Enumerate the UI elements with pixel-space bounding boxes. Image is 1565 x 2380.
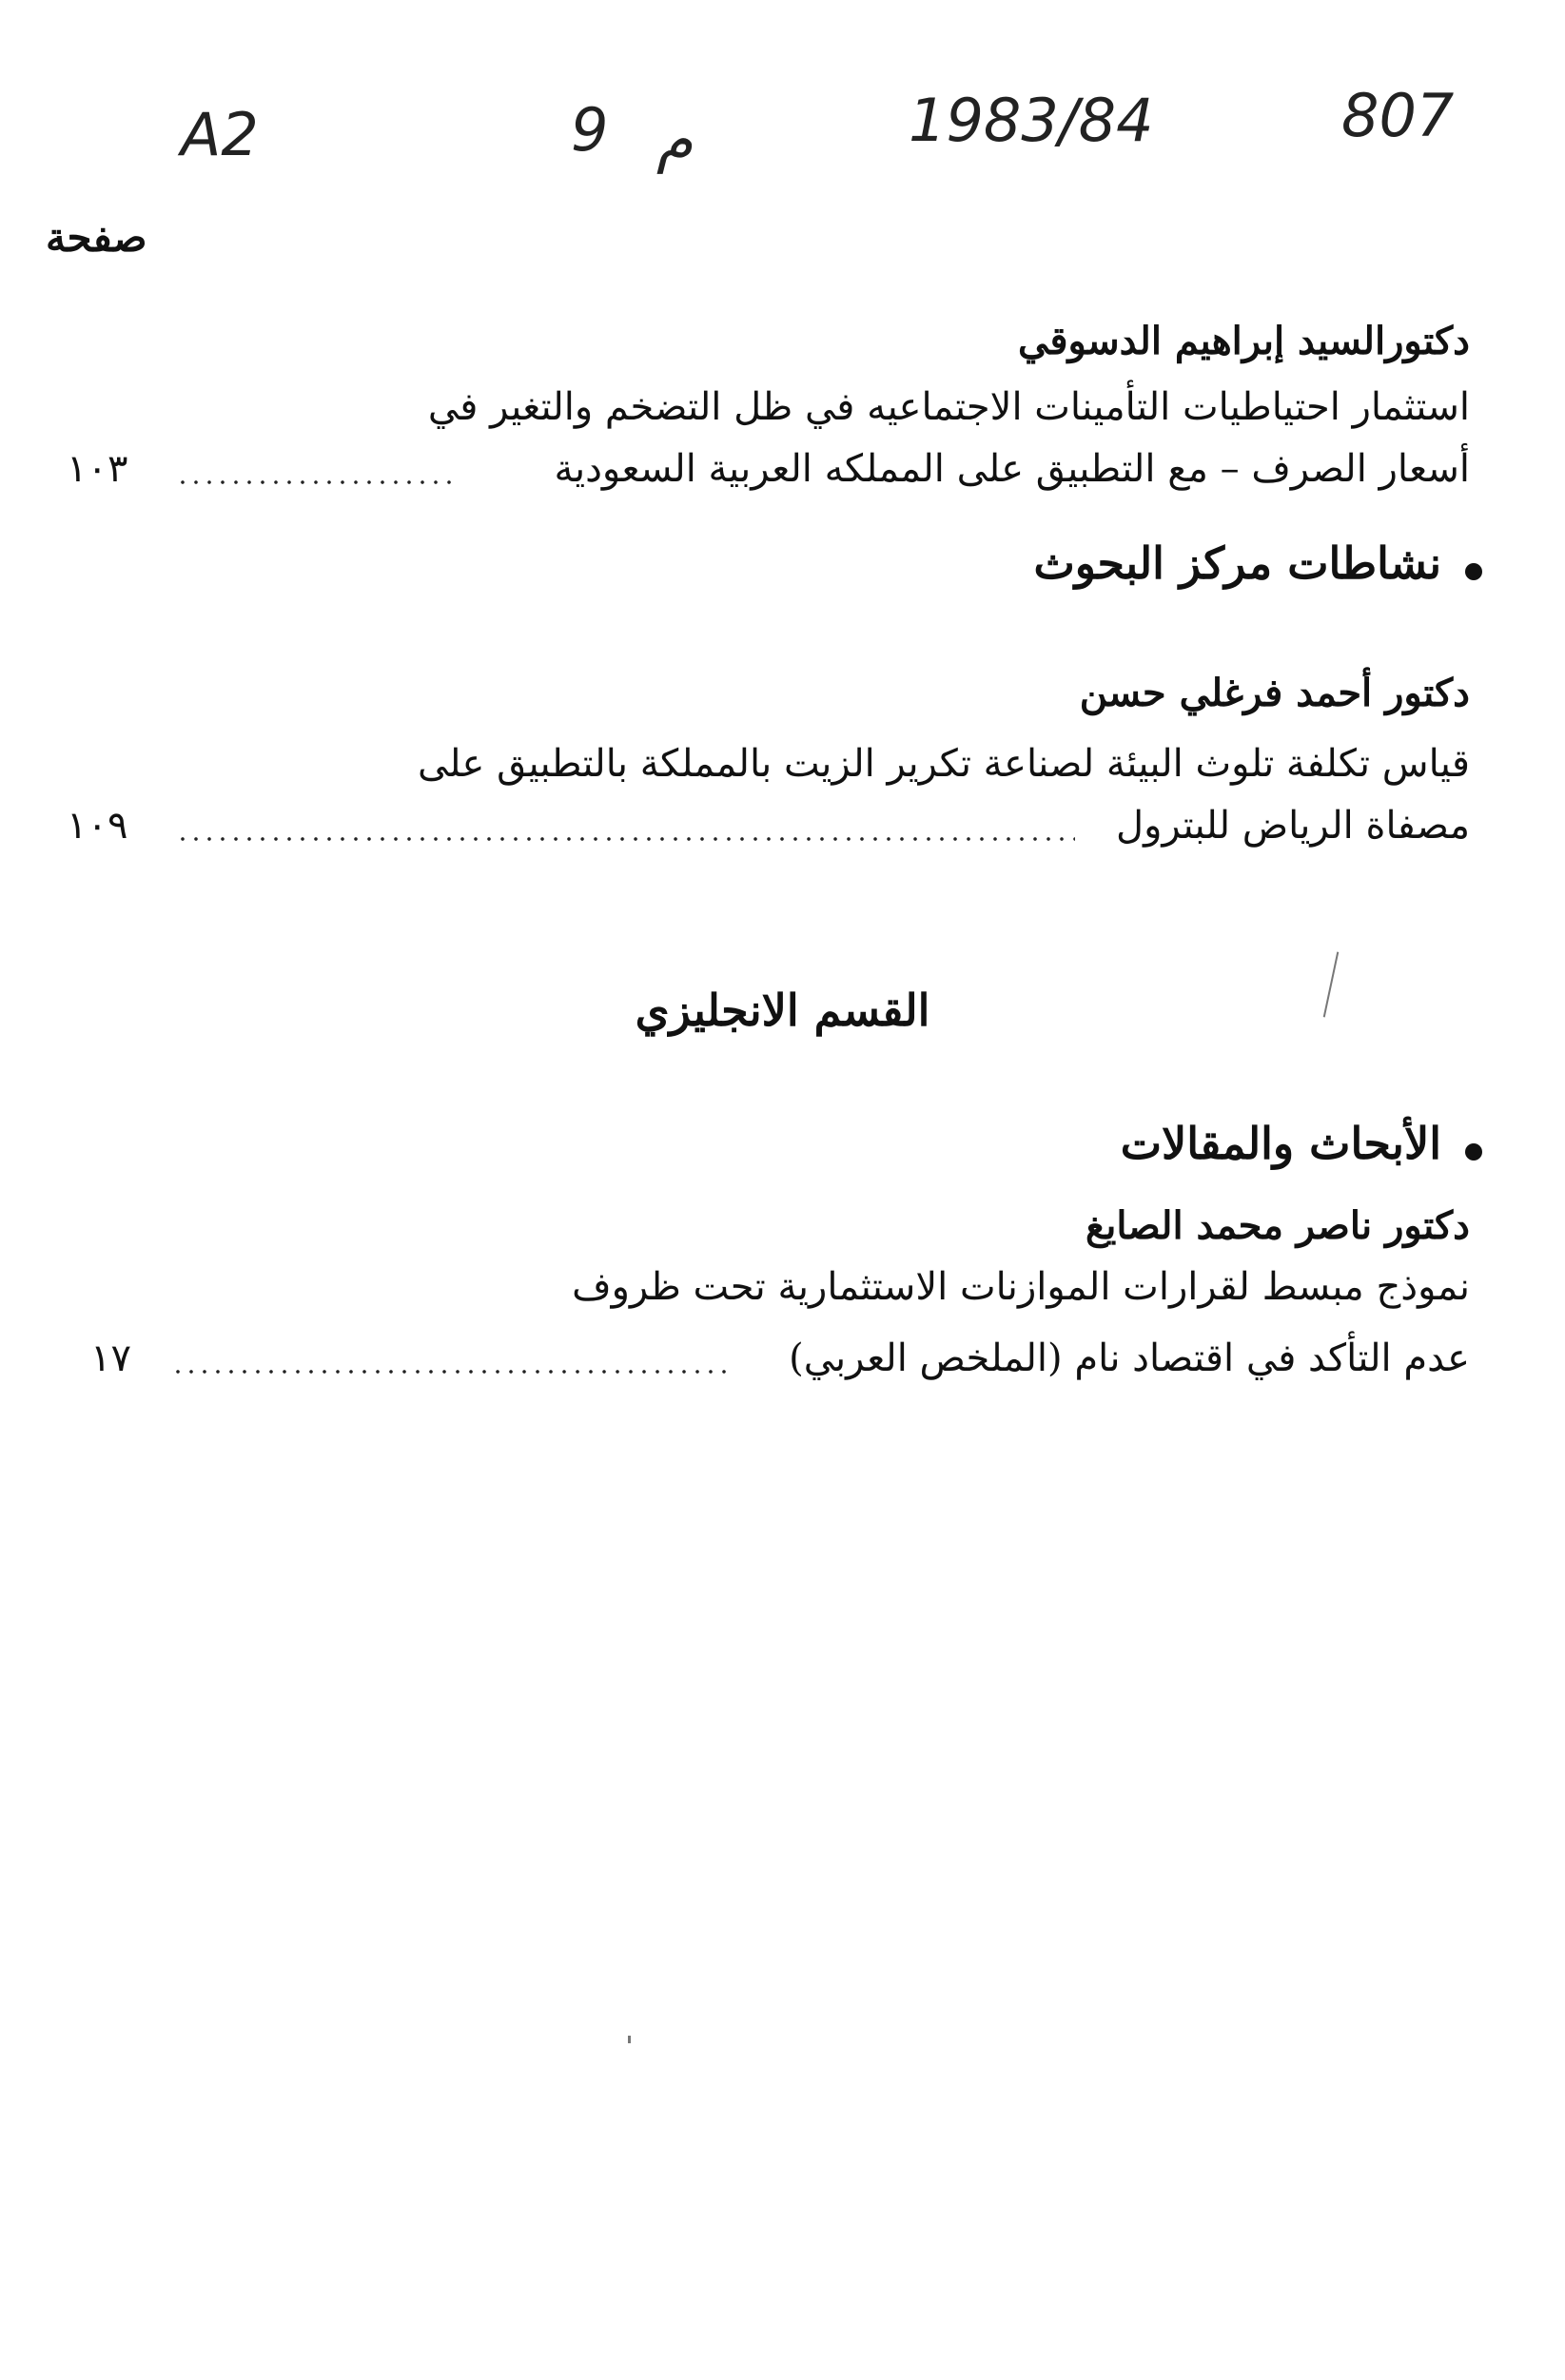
handwritten-mim: م bbox=[656, 105, 694, 174]
entry-title-line: قياس تكلفة تلوث البيئة لصناعة تكرير الزيت بالمملكة بالتطبيق على bbox=[417, 742, 1470, 786]
bullet-marker bbox=[1465, 563, 1482, 580]
entry-author: دكتور ناصر محمد الصايغ bbox=[1085, 1203, 1470, 1248]
entry-author: دكتور أحمد فرغلي حسن bbox=[1079, 671, 1470, 715]
english-part-heading: القسم الانجليزي bbox=[635, 985, 930, 1036]
handwritten-code: A2 bbox=[181, 100, 259, 169]
dot-leader bbox=[176, 480, 452, 484]
entry-page-number: ١٠٩ bbox=[67, 804, 128, 848]
dot-leader bbox=[176, 837, 1075, 841]
bullet-marker bbox=[1465, 1143, 1482, 1161]
entry-title-line: استثمار احتياطيات التأمينات الاجتماعيه في ظل التضخم والتغير في bbox=[427, 385, 1470, 429]
section-heading: الأبحاث والمقالات bbox=[1120, 1118, 1441, 1169]
handwritten-year: 1983/84 bbox=[909, 86, 1154, 155]
dot-leader bbox=[171, 1370, 733, 1374]
entry-title-line: أسعار الصرف – مع التطبيق على المملكه العربية السعودية bbox=[554, 447, 1470, 491]
handwritten-number: 9 bbox=[571, 95, 609, 165]
entry-title-line: مصفاة الرياض للبترول bbox=[1116, 804, 1470, 848]
entry-page-number: ١٠٣ bbox=[67, 447, 128, 491]
scan-speck bbox=[628, 2036, 631, 2043]
entry-title-line: عدم التأكد في اقتصاد نام (الملخص العربي) bbox=[789, 1336, 1470, 1380]
entry-title-line: نموذج مبسط لقرارات الموازنات الاستثمارية تحت ظروف bbox=[572, 1265, 1470, 1309]
handwritten-ref: 807 bbox=[1341, 81, 1455, 150]
page-column-label: صفحة bbox=[46, 214, 147, 261]
section-heading: نشاطات مركز البحوث bbox=[1033, 537, 1441, 589]
entry-page-number: ١٧ bbox=[90, 1336, 131, 1380]
entry-author: دكتورالسيد إبراهيم الدسوقي bbox=[1018, 319, 1470, 363]
